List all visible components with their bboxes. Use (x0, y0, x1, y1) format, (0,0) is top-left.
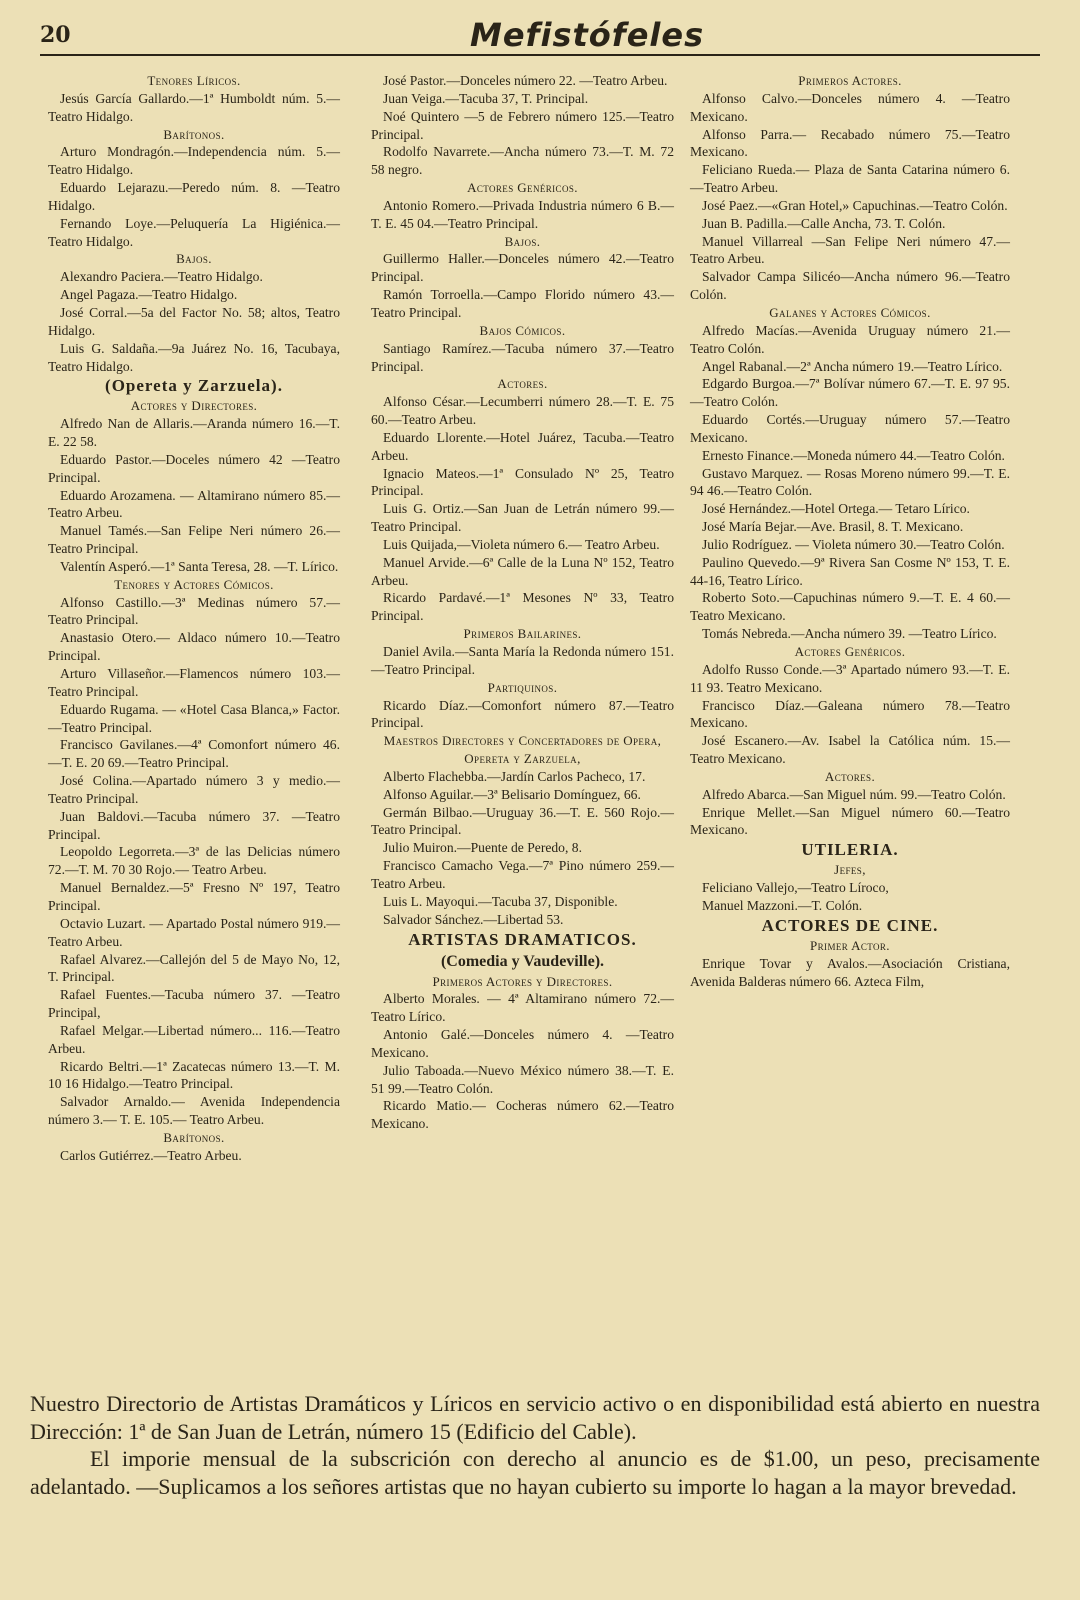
directory-entry: Julio Muiron.—Puente de Peredo, 8. (383, 840, 582, 856)
directory-entry: Eduardo Pastor.—Doceles número 42 —Teatro Principal. (48, 451, 340, 485)
directory-entry: Enrique Tovar y Avalos.—Asociación Cristiana, Avenida Balderas número 66. Azteca Film, (690, 955, 1010, 989)
directory-entry: Jesús García Gallardo.—1ª Humboldt núm. 5.—Teatro Hidalgo. (48, 90, 340, 124)
directory-entry: Juan Baldovi.—Tacuba número 37. —Teatro Principal. (48, 808, 340, 842)
section-heading: Bajos. (504, 233, 541, 249)
directory-entry: Rodolfo Navarrete.—Ancha número 73.—T. M. 72 58 negro. (371, 144, 674, 178)
section-heading: Galanes y Actores Cómicos. (769, 304, 931, 320)
header-rule (40, 54, 1040, 56)
directory-entry: Salvador Arnaldo.— Avenida Independencia número 3.— T. E. 105.— Teatro Arbeu. (48, 1094, 340, 1128)
page-header (0, 0, 1080, 60)
directory-entry: Leopoldo Legorreta.—3ª de las Delicias número 72.—T. M. 70 30 Rojo.— Teatro Arbeu. (48, 844, 340, 878)
directory-entry: Manuel Arvide.—6ª Calle de la Luna Nº 152, Teatro Arbeu. (371, 554, 674, 588)
section-heading: (Comedia y Vaudeville). (440, 952, 605, 970)
section-heading: Actores. (497, 376, 548, 392)
directory-entry: José Corral.—5a del Factor No. 58; altos, Teatro Hidalgo. (48, 304, 340, 338)
directory-entry: Anastasio Otero.— Aldaco número 10.—Teatro Principal. (48, 630, 340, 664)
directory-entry: Arturo Mondragón.—Independencia núm. 5.—Teatro Hidalgo. (48, 144, 340, 178)
directory-entry: Julio Rodríguez. — Violeta número 30.—Teatro Colón. (702, 536, 1005, 552)
column-3 (690, 72, 1010, 990)
directory-entry: Enrique Mellet.—San Miguel número 60.—Teatro Mexicano. (690, 804, 1010, 838)
page-number: 20 (40, 22, 71, 48)
section-heading: Actores y Directores. (130, 398, 258, 414)
masthead-title: Mefistófeles (470, 16, 705, 54)
section-heading: Bajos. (176, 251, 212, 267)
directory-entry: Alfonso Calvo.—Donceles número 4. —Teatro Mexicano. (690, 90, 1010, 124)
section-heading: Primer Actor. (810, 937, 890, 953)
directory-entry: Paulino Quevedo.—9ª Rivera San Cosme Nº 153, T. E. 44-16, Teatro Lírico. (690, 554, 1010, 588)
directory-entry: Francisco Camacho Vega.—7ª Pino número 259.—Teatro Arbeu. (371, 858, 674, 891)
section-heading: Maestros Directores y Concertadores de Opera, Opereta y Zarzuela, (383, 733, 662, 767)
directory-entry: José María Bejar.—Ave. Brasil, 8. T. Mexicano. (702, 519, 964, 535)
directory-entry: Eduardo Rugama. — «Hotel Casa Blanca,» Factor.—Teatro Principal. (48, 701, 340, 735)
section-heading: ACTORES DE CINE. (761, 915, 939, 935)
directory-entry: José Colina.—Apartado número 3 y medio.—Teatro Principal. (48, 773, 340, 806)
directory-entry: Antonio Galé.—Donceles número 4. —Teatro Mexicano. (371, 1027, 674, 1060)
notice-paragraph: Nuestro Directorio de Artistas Dramáticos y Líricos en servicio activo o en disponibilidad está abierto en nuestra Dirección: 1ª de San Juan de Letrán, número 15 (Edificio del Cable). (30, 1391, 1040, 1444)
directory-entry: Noé Quintero —5 de Febrero número 125.—Teatro Principal. (371, 108, 674, 142)
directory-entry: Ramón Torroella.—Campo Florido número 43.—Teatro Principal. (371, 287, 674, 320)
directory-entry: Octavio Luzart. — Apartado Postal número 919.—Teatro Arbeu. (48, 915, 340, 949)
directory-entry: Alfonso Aguilar.—3ª Belisario Domínguez, 66. (383, 786, 641, 802)
directory-entry: Francisco Gavilanes.—4ª Comonfort número 46.—T. E. 20 69.—Teatro Principal. (48, 737, 340, 771)
directory-entry: Guillermo Haller.—Donceles número 42.—Teatro Principal. (371, 251, 674, 285)
directory-entry: Angel Rabanal.—2ª Ancha número 19.—Teatro Lírico. (702, 358, 1003, 374)
directory-entry: Daniel Avila.—Santa María la Redonda número 151.—Teatro Principal. (371, 644, 674, 677)
directory-entry: Feliciano Rueda.— Plaza de Santa Catarina número 6.—Teatro Arbeu. (690, 162, 1010, 196)
directory-notice (30, 1390, 1040, 1500)
section-heading: Bajos Cómicos. (479, 322, 566, 338)
directory-entry: José Pastor.—Donceles número 22. —Teatro Arbeu. (383, 73, 668, 88)
section-heading: Actores Genéricos. (794, 644, 906, 659)
directory-entry: Francisco Díaz.—Galeana número 78.—Teatro Mexicano. (690, 697, 1010, 731)
directory-entry: Angel Pagaza.—Teatro Hidalgo. (60, 287, 238, 303)
section-heading: Barítonos. (163, 1129, 225, 1145)
section-heading: Primeros Actores. (798, 73, 902, 88)
directory-entry: Ricardo Beltri.—1ª Zacatecas número 13.—T. M. 10 16 Hidalgo.—Teatro Principal. (48, 1058, 340, 1092)
directory-entry: Rafael Fuentes.—Tacuba número 37. —Teatro Principal, (48, 987, 340, 1021)
directory-entry: Alberto Flachebba.—Jardín Carlos Pacheco, 17. (383, 768, 646, 784)
section-heading: Primeros Bailarines. (463, 626, 582, 642)
directory-entry: Salvador Sánchez.—Libertad 53. (383, 911, 564, 927)
directory-entry: Luis G. Ortiz.—San Juan de Letrán número 99.—Teatro Principal. (371, 501, 674, 535)
directory-entry: Edgardo Burgoa.—7ª Bolívar número 67.—T. E. 97 95.—Teatro Colón. (690, 376, 1010, 410)
section-heading: Jefes, (834, 862, 866, 878)
section-heading: Tenores Líricos. (147, 73, 241, 88)
directory-entry: José Escanero.—Av. Isabel la Católica núm. 15.—Teatro Mexicano. (690, 733, 1010, 767)
notice-paragraph: El imporie mensual de la subscrición con derecho al anuncio es de $1.00, un peso, precisamente adelantado. —Suplicamos a los señores artistas que no hayan cubierto su importe lo hagan a la mayor brevedad. (30, 1446, 1040, 1499)
directory-entry: José Paez.—«Gran Hotel,» Capuchinas.—Teatro Colón. (702, 197, 1008, 213)
directory-entry: Eduardo Llorente.—Hotel Juárez, Tacuba.—Teatro Arbeu. (371, 429, 674, 463)
directory-entry: Feliciano Vallejo,—Teatro Líroco, (702, 880, 889, 896)
directory-entry: Alfonso Parra.— Recabado número 75.—Teatro Mexicano. (690, 126, 1010, 160)
directory-entry: Ignacio Mateos.—1ª Consulado Nº 25, Teatro Principal. (371, 465, 674, 499)
directory-entry: Alexandro Paciera.—Teatro Hidalgo. (60, 269, 263, 285)
column-2 (371, 72, 674, 1133)
directory-entry: Salvador Campa Silicéo—Ancha número 96.—Teatro Colón. (690, 269, 1010, 303)
directory-entry: Ricardo Díaz.—Comonfort número 87.—Teatro Principal. (371, 697, 674, 731)
directory-entry: Gustavo Marquez. — Rosas Moreno número 99.—T. E. 94 46.—Teatro Colón. (690, 465, 1010, 499)
directory-entry: Carlos Gutiérrez.—Teatro Arbeu. (60, 1147, 242, 1163)
directory-entry: Luis Quijada,—Violeta número 6.— Teatro Arbeu. (383, 536, 660, 552)
directory-entry: Antonio Romero.—Privada Industria número 6 B.—T. E. 45 04.—Teatro Principal. (371, 197, 674, 231)
directory-entry: Manuel Tamés.—San Felipe Neri número 26.—Teatro Principal. (48, 523, 340, 557)
section-heading: (Opereta y Zarzuela). (105, 376, 283, 396)
directory-entry: Santiago Ramírez.—Tacuba número 37.—Teatro Principal. (371, 340, 674, 374)
directory-entry: Rafael Alvarez.—Callejón del 5 de Mayo No, 12, T. Principal. (48, 951, 340, 985)
directory-entry: Alfonso César.—Lecumberri número 28.—T. E. 75 60.—Teatro Arbeu. (371, 394, 674, 428)
directory-entry: Fernando Loye.—Peluquería La Higiénica.—Teatro Hidalgo. (48, 215, 340, 249)
directory-entry: Ricardo Pardavé.—1ª Mesones Nº 33, Teatro Principal. (371, 590, 674, 624)
directory-entry: Valentín Asperó.—1ª Santa Teresa, 28. —T. Lírico. (60, 558, 339, 574)
column-1 (48, 72, 340, 1165)
directory-entry: Alfredo Nan de Allaris.—Aranda número 16.—T. E. 22 58. (48, 416, 340, 450)
directory-entry: Juan Veiga.—Tacuba 37, T. Principal. (383, 90, 589, 106)
directory-entry: Ricardo Matio.— Cocheras número 62.—Teatro Mexicano. (371, 1098, 674, 1132)
directory-entry: Eduardo Cortés.—Uruguay número 57.—Teatro Mexicano. (690, 412, 1010, 445)
directory-entry: Germán Bilbao.—Uruguay 36.—T. E. 560 Rojo.—Teatro Principal. (371, 804, 674, 838)
section-heading: UTILERIA. (801, 840, 899, 860)
directory-entry: Rafael Melgar.—Libertad número... 116.—Teatro Arbeu. (48, 1022, 340, 1056)
directory-entry: Luis G. Saldaña.—9a Juárez No. 16, Tacubaya, Teatro Hidalgo. (48, 340, 340, 374)
section-heading: ARTISTAS DRAMATICOS. (408, 929, 637, 949)
directory-entry: Manuel Bernaldez.—5ª Fresno Nº 197, Teatro Principal. (48, 880, 340, 913)
directory-entry: Arturo Villaseñor.—Flamencos número 103.—Teatro Principal. (48, 666, 340, 699)
section-heading: Actores. (824, 768, 876, 784)
directory-entry: Manuel Mazzoni.—T. Colón. (702, 897, 863, 913)
section-heading: Actores Genéricos. (467, 180, 578, 196)
section-heading: Partiquinos. (487, 679, 558, 695)
directory-entry: Eduardo Lejarazu.—Peredo núm. 8. —Teatro Hidalgo. (48, 180, 340, 213)
directory-entry: Alfonso Castillo.—3ª Medinas número 57.—Teatro Principal. (48, 594, 340, 628)
directory-entry: Tomás Nebreda.—Ancha número 39. —Teatro Lírico. (702, 626, 997, 642)
section-heading: Primeros Actores y Directores. (432, 973, 613, 989)
section-heading: Barítonos. (163, 126, 225, 142)
section-heading: Tenores y Actores Cómicos. (114, 576, 274, 592)
directory-entry: Eduardo Arozamena. — Altamirano número 85.—Teatro Arbeu. (48, 487, 340, 521)
directory-entry: José Hernández.—Hotel Ortega.— Tetaro Lírico. (702, 501, 970, 517)
directory-entry: Alfredo Abarca.—San Miguel núm. 99.—Teatro Colón. (702, 786, 1006, 802)
directory-entry: Alfredo Macías.—Avenida Uruguay número 21.—Teatro Colón. (690, 322, 1010, 356)
directory-entry: Ernesto Finance.—Moneda número 44.—Teatro Colón. (702, 447, 1005, 463)
directory-entry: Luis L. Mayoqui.—Tacuba 37, Disponible. (383, 893, 618, 909)
directory-entry: Manuel Villarreal —San Felipe Neri número 47.—Teatro Arbeu. (690, 233, 1010, 267)
directory-entry: Roberto Soto.—Capuchinas número 9.—T. E. 4 60.—Teatro Mexicano. (690, 590, 1010, 624)
directory-entry: Julio Taboada.—Nuevo México número 38.—T. E. 51 99.—Teatro Colón. (371, 1062, 674, 1096)
directory-entry: Juan B. Padilla.—Calle Ancha, 73. T. Colón. (702, 215, 946, 231)
directory-entry: Adolfo Russo Conde.—3ª Apartado número 93.—T. E. 11 93. Teatro Mexicano. (690, 661, 1010, 695)
directory-entry: Alberto Morales. — 4ª Altamirano número 72.—Teatro Lírico. (371, 991, 674, 1025)
